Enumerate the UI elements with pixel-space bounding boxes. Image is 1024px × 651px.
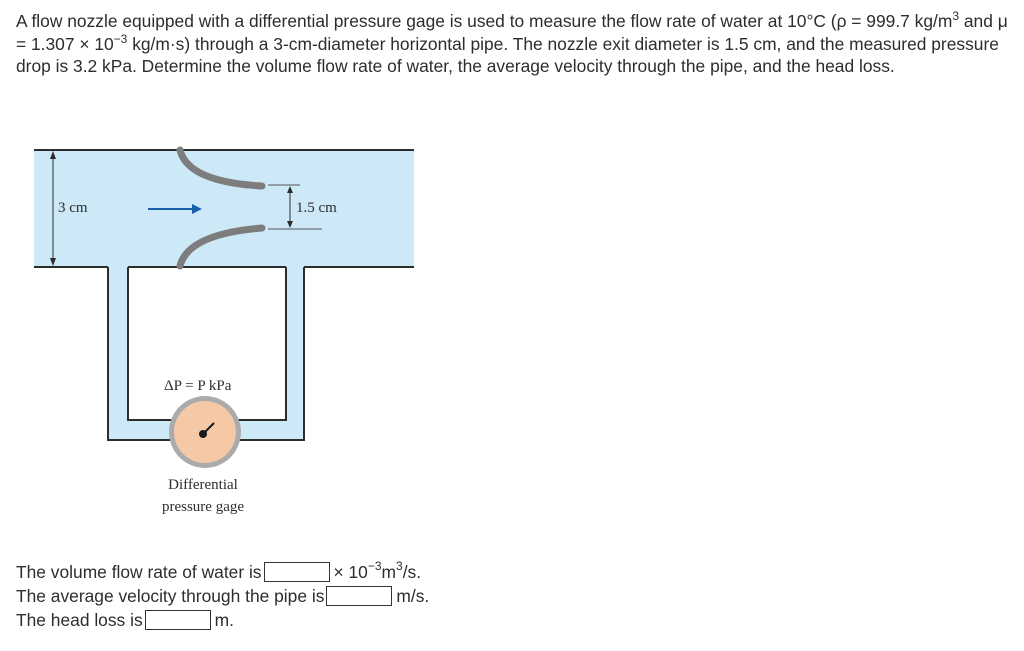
- pressure-drop-label: ΔP = P kPa: [164, 378, 232, 394]
- flow-rate-unit-post: /s.: [402, 562, 422, 582]
- superscript-minus-3: −3: [113, 31, 128, 46]
- flow-rate-unit-exp2: 3: [396, 559, 403, 573]
- gage-label-line1: Differential: [168, 477, 238, 493]
- problem-text-1: A flow nozzle equipped with a differential pressure gage is used to measure the flow rate of water at 10°C (ρ = 999.7 kg/m: [16, 11, 953, 31]
- flow-rate-unit-pre: × 10: [333, 562, 368, 582]
- pipe-diameter-label: 3 cm: [58, 200, 88, 216]
- flow-rate-prompt: The volume flow rate of water is: [16, 562, 262, 582]
- velocity-prompt: The average velocity through the pipe is: [16, 586, 325, 606]
- velocity-row: [16, 584, 429, 608]
- superscript-3: 3: [952, 9, 960, 24]
- flow-rate-unit-exp: −3: [367, 559, 382, 573]
- flow-rate-row: [16, 560, 429, 584]
- head-loss-row: [16, 608, 429, 632]
- velocity-input[interactable]: [326, 586, 392, 606]
- gage-label-line2: pressure gage: [161, 499, 245, 515]
- flow-rate-unit-mid: m: [381, 562, 397, 582]
- velocity-unit: m/s.: [396, 586, 430, 606]
- head-loss-prompt: The head loss is: [16, 610, 143, 630]
- head-loss-input[interactable]: [145, 610, 211, 630]
- head-loss-unit: m.: [214, 610, 234, 630]
- problem-text-3: kg/m·s) through a 3-cm-diameter horizontal pipe. The nozzle exit diameter is 1.5 cm, and the measured pressure drop is 3.2 kPa. Determine the volume flow rate of water, the average velocity through the pipe, and the head loss.: [16, 33, 999, 76]
- flow-rate-input[interactable]: [264, 562, 330, 582]
- problem-text-2: and μ = 1.307 × 10: [16, 11, 1008, 54]
- pipe-water: [34, 150, 414, 267]
- answer-section: [16, 560, 429, 632]
- nozzle-diameter-label: 1.5 cm: [296, 200, 337, 216]
